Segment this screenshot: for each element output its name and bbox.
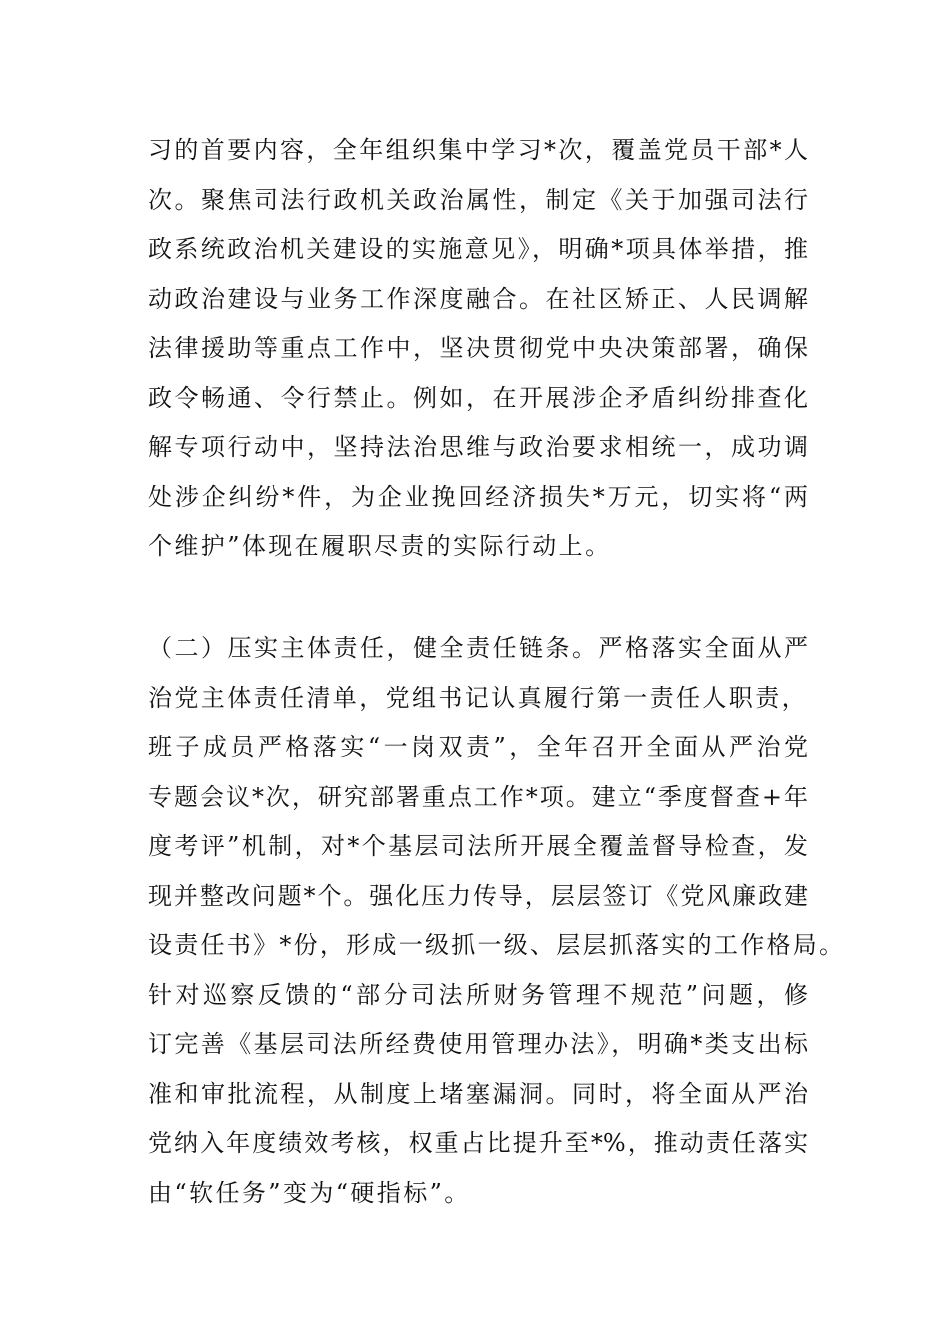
text-line: 习的首要内容，全年组织集中学习*次，覆盖党员干部*人 [148, 136, 808, 164]
text-line: 设责任书》*份，形成一级抓一级、层层抓落实的工作格局。 [148, 931, 843, 959]
text-line: 现并整改问题*个。强化压力传导，层层签订《党风廉政建 [148, 882, 808, 910]
text-line: 政系统政治机关建设的实施意见》，明确*项具体举措，推 [148, 235, 808, 263]
text-line: 解专项行动中，坚持法治思维与政治要求相统一，成功调 [148, 433, 808, 461]
text-line: 党纳入年度绩效考核，权重占比提升至*%，推动责任落实 [148, 1129, 808, 1157]
text-line: 针对巡察反馈的“部分司法所财务管理不规范”问题，修 [148, 981, 808, 1009]
text-line: 动政治建设与业务工作深度融合。在社区矫正、人民调解 [148, 285, 808, 313]
text-line: 由“软任务”变为“硬指标”。 [148, 1179, 471, 1207]
text-line: 个维护”体现在履职尽责的实际行动上。 [148, 532, 612, 560]
section-heading-line: （二）压实主体责任，健全责任链条。严格落实全面从严 [148, 634, 808, 662]
text-line: 班子成员严格落实“一岗双责”，全年召开全面从严治党 [148, 733, 808, 761]
text-line: 治党主体责任清单，党组书记认真履行第一责任人职责， [148, 684, 808, 712]
text-line: 政令畅通、令行禁止。例如，在开展涉企矛盾纠纷排查化 [148, 384, 808, 412]
text-line: 订完善《基层司法所经费使用管理办法》，明确*类支出标 [148, 1030, 808, 1058]
text-line: 法律援助等重点工作中，坚决贯彻党中央决策部署，确保 [148, 334, 808, 362]
text-line: 准和审批流程，从制度上堵塞漏洞。同时，将全面从严治 [148, 1080, 808, 1108]
text-line: 次。聚焦司法行政机关政治属性，制定《关于加强司法行 [148, 186, 808, 214]
text-line: 度考评”机制，对*个基层司法所开展全覆盖督导检查，发 [148, 832, 808, 860]
text-line: 处涉企纠纷*件，为企业挽回经济损失*万元，切实将“两 [148, 483, 808, 511]
text-line: 专题会议*次，研究部署重点工作*项。建立“季度督查+年 [148, 783, 808, 811]
